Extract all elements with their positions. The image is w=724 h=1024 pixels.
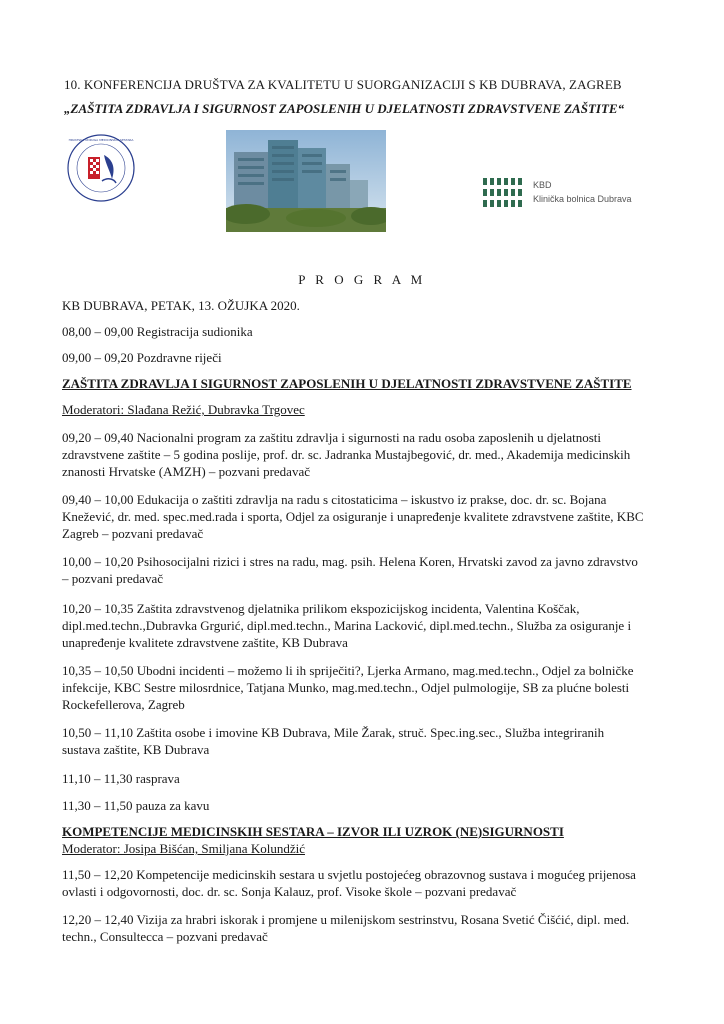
talk-line: techn., Consultecca – pozvani predavač bbox=[62, 929, 268, 944]
talk-line: 11,50 – 12,20 Kompetencije medicinskih sestara u svjetlu postojećeg obrazovnog sustava i mogućeg prijenosa bbox=[62, 867, 636, 882]
hospital-building-photo-icon bbox=[226, 130, 386, 232]
agenda-item-registration: 08,00 – 09,00 Registracija sudionika bbox=[62, 324, 253, 339]
section2-title: KOMPETENCIJE MEDICINSKIH SESTARA – IZVOR ILI UZROK (NE)SIGURNOSTI bbox=[62, 824, 564, 839]
section2-moderators: Moderator: Josipa Bišćan, Smiljana Kolundžić bbox=[62, 841, 305, 856]
talk-line: 10,00 – 10,20 Psihosocijalni rizici i stres na radu, mag. psih. Helena Koren, Hrvatski zavod za javno zdravstvo bbox=[62, 554, 638, 569]
talk-line: 09,20 – 09,40 Nacionalni program za zaštitu zdravlja i sigurnosti na radu osoba zaposlenih u djelatnosti bbox=[62, 430, 602, 445]
agenda-item-coffee-break: 11,30 – 11,50 pauza za kavu bbox=[62, 798, 210, 813]
talk-item bbox=[62, 600, 662, 651]
talk-line: – pozvani predavač bbox=[62, 571, 164, 586]
talk-line: 10,35 – 10,50 Ubodni incidenti – možemo li ih spriječiti?, Ljerka Armano, mag.med.techn., Odjel za bolničke bbox=[62, 663, 634, 678]
agenda-item-discussion: 11,10 – 11,30 rasprava bbox=[62, 771, 180, 786]
talk-line: infekcije, KBC Sestre milosrdnice, Tatjana Munko, mag.med.techn., Odjel pulmologije, SB za plućne bolesti bbox=[62, 680, 630, 695]
left-logo-text: HRVATSKA UDRUGA MEDICINSKIH SESTARA bbox=[68, 138, 134, 142]
venue-date: KB DUBRAVA, PETAK, 13. OŽUJKA 2020. bbox=[62, 298, 300, 313]
talk-line: 09,40 – 10,00 Edukacija o zaštiti zdravlja na radu s citostaticima – iskustvo iz prakse, doc. dr. sc. Bojana bbox=[62, 492, 607, 507]
talk-line: znanosti Hrvatske (AMZH) – pozvani predavač bbox=[62, 464, 310, 479]
conference-title: 10. KONFERENCIJA DRUŠTVA ZA KVALITETU U SUORGANIZACIJI S KB DUBRAVA, ZAGREB bbox=[64, 77, 622, 92]
talk-item bbox=[62, 429, 662, 480]
talk-item bbox=[62, 911, 662, 945]
talk-item bbox=[62, 866, 662, 900]
conference-theme: „ZAŠTITA ZDRAVLJA I SIGURNOST ZAPOSLENIH U DJELATNOSTI ZDRAVSTVENE ZAŠTITE“ bbox=[64, 101, 625, 116]
talk-line: Rockefellerova, Zagreb bbox=[62, 697, 185, 712]
talk-line: Knežević, dr. med. spec.med.rada i sporta, Odjel za osiguranje i unapređenje kvalitete zdravstvene zaštite, KBC bbox=[62, 509, 644, 524]
nursing-association-logo-icon bbox=[66, 133, 136, 203]
talk-item bbox=[62, 662, 662, 713]
kbd-hospital-logo bbox=[483, 178, 633, 212]
talk-line: 12,20 – 12,40 Vizija za hrabri iskorak i promjene u milenijskom sestrinstvu, Rosana Svetić Čišćić, dipl. med. bbox=[62, 912, 630, 927]
talk-line: dipl.med.techn.,Dubravka Grgurić, dipl.med.techn., Marina Lacković, dipl.med.techn., Služba za osiguranje i bbox=[62, 618, 632, 633]
section1-moderators: Moderatori: Slađana Režić, Dubravka Trgovec bbox=[62, 402, 305, 417]
talk-line: unapređenje kvalitete zdravstvene zaštite, KB Dubrava bbox=[62, 635, 348, 650]
talk-line: 10,20 – 10,35 Zaštita zdravstvenog djelatnika prilikom ekspozicijskog incidenta, Valentina Koščak, bbox=[62, 601, 580, 616]
talk-item bbox=[62, 724, 662, 758]
talk-line: 10,50 – 11,10 Zaštita osobe i imovine KB Dubrava, Mile Žarak, struč. Spec.ing.sec., Služba integriranih bbox=[62, 725, 605, 740]
talk-item bbox=[62, 491, 662, 542]
talk-item bbox=[62, 553, 662, 587]
kbd-logo-short: KBD bbox=[533, 180, 552, 190]
kbd-grid-icon bbox=[483, 178, 525, 208]
talk-line: zdravstvene zaštite – 5 godina poslije, prof. dr. sc. Jadranka Mustajbegović, dr. med., Akademija medicinskih bbox=[62, 447, 631, 462]
talk-line: Zagreb – pozvani predavač bbox=[62, 526, 204, 541]
talk-line: ovlasti i odgovornosti, doc. dr. sc. Sonja Kalauz, prof. Visoke škole – pozvani predavač bbox=[62, 884, 517, 899]
kbd-logo-full: Klinička bolnica Dubrava bbox=[533, 194, 632, 204]
section1-title: ZAŠTITA ZDRAVLJA I SIGURNOST ZAPOSLENIH U DJELATNOSTI ZDRAVSTVENE ZAŠTITE bbox=[62, 376, 632, 391]
program-heading: P R O G R A M bbox=[298, 272, 426, 287]
talk-line: sustava zaštite, KB Dubrava bbox=[62, 742, 210, 757]
agenda-item-welcome: 09,00 – 09,20 Pozdravne riječi bbox=[62, 350, 222, 365]
